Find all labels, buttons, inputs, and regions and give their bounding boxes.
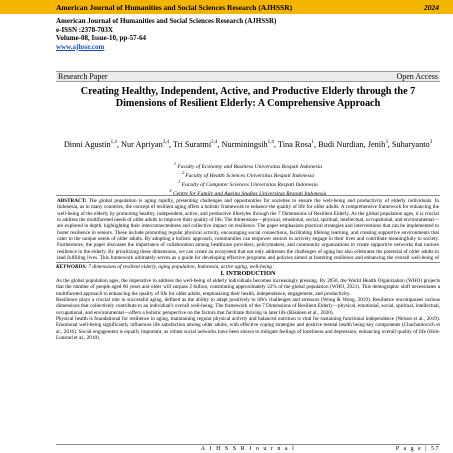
section-heading: I. INTRODUCTION	[220, 270, 276, 277]
author-affil-sup: 2,4	[162, 140, 169, 145]
journal-website-link[interactable]: www.ajhssr.com	[56, 42, 105, 51]
footer-page-number: P a g e | 57	[395, 446, 440, 452]
abstract-text: The global population is aging rapidly, presenting challenges and opportunities for societies to ensure the well-being and productivity of elderly individuals. In Indonesia, as in many countries, the concept of resilient aging offers a holistic framework to enhance the quality of life for older adults. A comprehensive framework for enhancing the well-being of the elderly by promoting healthy, independent, active, and productive lifestyles through the 7 Dimensions of Resilient Elderly. As the global population ages, it is crucial to address the multifaceted needs of older adults to improve their quality of life. The dimensions—physical, emotional, social, spiritual, intellectual, occupational, and environmental—are explored in depth, highlighting their interconnectedness and collective impact on resilience. The paper emphasizes practical strategies and interventions that can be implemented to foster resilience in seniors. These include promoting regular physical activity, encouraging social connections, facilitating lifelong learning, and creating supportive environments that cater to the unique needs of older adults. By adopting a holistic approach, communities can empower seniors to actively engage in their lives and contribute meaningfully to society. Furthermore, the paper discusses the importance of collaboration among healthcare providers, policymakers, and community organizations to create supportive networks that nurture resilience in the elderly. By prioritizing these dimensions, we can create an ecosystem that not only addresses the challenges of aging but also celebrates the potential of older adults to lead fulfilling lives. This framework ultimately serves as a guide for developing effective programs and policies aimed at fostering resilience and enhancing the overall well-being of	[57, 198, 439, 262]
affiliation-text: Centre for Family and Ageing Studies Universitas Respati Indonesia	[172, 191, 327, 198]
journal-banner	[0, 0, 453, 14]
affiliation-list	[56, 161, 440, 197]
paper-title: Creating Healthy, Independent, Active, and Productive Elderly through the 7 Dimensions of Resilient Elderly: A Comprehensive Approach	[80, 86, 416, 110]
author-affil-sup: 1,4	[110, 140, 117, 145]
author-list	[56, 138, 440, 150]
banner-year: 2024	[424, 2, 439, 12]
affiliation-sup: 2	[181, 170, 184, 176]
author-name: , Nur Apriyan	[116, 139, 163, 149]
affiliation	[56, 161, 440, 170]
author-affil-sup: 3	[385, 140, 388, 145]
paragraph: Resilience plays a crucial role in successful aging, defined as the ability to adapt positively to life's challenges and stressors (Wong & Wong, 2019). Resilience encompasses various dimensions that collectively contribute to an individual's overall well-being. The framework of the 7 Dimensions of Resilient Elderly—physical, emotional, social, spiritual, intellectual, occupational, and environmental—offers a holistic perspective on the factors that facilitate thriving in later life (Räsänen et al., 2020).	[56, 297, 440, 316]
author-name: , Suharyanto	[387, 139, 430, 149]
article-type-bar	[56, 71, 440, 82]
affiliation-sup: 4	[169, 188, 172, 194]
author-affil-sup: 2,4	[211, 140, 218, 145]
affiliation-text: Faculty of Health Sciences Universitas Respati Indonesia	[185, 172, 315, 179]
banner-journal-name: American Journal of Humanities and Social Sciences Research (AJHSSR)	[56, 2, 293, 12]
journal-issn: e-ISSN :2378-703X	[56, 25, 113, 34]
footer-journal: A J H S S R J o u r n a l	[200, 446, 296, 452]
article-type: Research Paper	[58, 72, 108, 81]
keywords-label: KEYWORDS:	[56, 264, 87, 270]
abstract-label: ABSTRACT:	[57, 198, 87, 204]
journal-volume: Volume-08, Issue-10, pp-57-64	[56, 34, 146, 43]
author-affil-sup: 1	[311, 140, 315, 145]
affiliation-text: Faculty of Economy and Business Universitas Respati Indonesia	[177, 163, 323, 170]
author-name: , Nurminingsih	[217, 139, 268, 149]
author-name: , Tina Rosa	[273, 139, 312, 149]
affiliation	[56, 179, 440, 188]
journal-name: American Journal of Humanities and Social Sciences Research (AJHSSR)	[56, 17, 277, 25]
journal-info	[56, 17, 276, 51]
author-name: Dinni Agustin	[63, 139, 111, 149]
body-text	[56, 278, 440, 438]
abstract	[56, 195, 440, 263]
author-affil-sup: 1,4	[267, 140, 274, 145]
page-footer	[56, 444, 440, 453]
affiliation-text: Faculty of Computer Sciences Universitas Respati Indonesia	[181, 181, 318, 188]
author-name: , Tri Suratmi	[168, 139, 212, 149]
affiliation-sup: 1	[173, 161, 176, 166]
affiliation-sup: 3	[178, 179, 181, 185]
affiliation	[56, 170, 440, 179]
author-name: , Budi Nurdian, Jenih	[314, 139, 386, 149]
keywords-text: 7 dimensions of resilient elderly, aging population, Indonesia, active aging, well-being	[86, 264, 272, 270]
paragraph: As the global population ages, the imperative to address the well-being of elderly individuals becomes increasingly pressing. By 2050, the World Health Organization (WHO) projects that the number of people aged 60 years and older will surpass 2 billion, constituting approximately 22% of the global population (WHO, 2021). This demographic shift necessitates a multifaceted approach to enhancing the quality of life for older adults, emphasizing their health, independence, engagement, and productivity.	[56, 278, 440, 297]
access-type: Open Access	[396, 72, 438, 81]
paragraph: Physical health is foundational for resilience in aging, maintaining regular physical activity and balanced nutrition is vital for sustaining functional independence (Nelson et al., 2019). Emotional well-being significantly influences life satisfaction among older adults, with effective coping strategies and positive mental health being key components (Chachamovich et al., 2016). Social engagement is equally important, as robust social networks have been shown to mitigate feelings of loneliness and depression, enhancing overall quality of life (Holt-Lunstad et al., 2010).	[56, 316, 440, 342]
author-affil-sup: 3	[429, 140, 433, 145]
